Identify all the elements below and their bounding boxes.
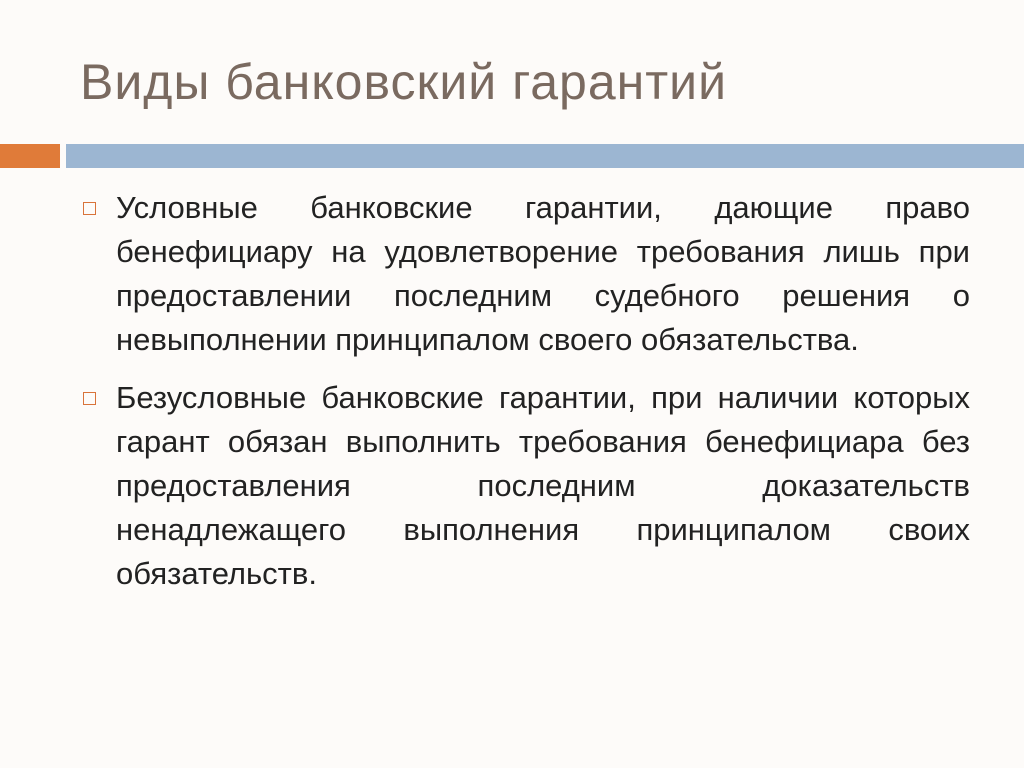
slide-title: Виды банковский гарантий xyxy=(80,54,727,110)
bullet-text: Безусловные банковские гарантии, при наличии которых гарант обязан выполнить требования бенефициара без предоставления последним доказательств ненадлежащего выполнения принципалом своих обязательств. xyxy=(116,380,970,591)
accent-bar-blue xyxy=(66,144,1024,168)
square-bullet-icon xyxy=(83,392,96,405)
bullet-text: Условные банковские гарантии, дающие право бенефициару на удовлетворение требования лишь при предоставлении последним судебного решения о невыполнении принципалом своего обязательства. xyxy=(116,190,970,357)
bullet-item-unconditional xyxy=(80,376,970,596)
square-bullet-icon xyxy=(83,202,96,215)
accent-bar-orange xyxy=(0,144,60,168)
bullet-list xyxy=(80,186,970,610)
bullet-item-conditional xyxy=(80,186,970,362)
